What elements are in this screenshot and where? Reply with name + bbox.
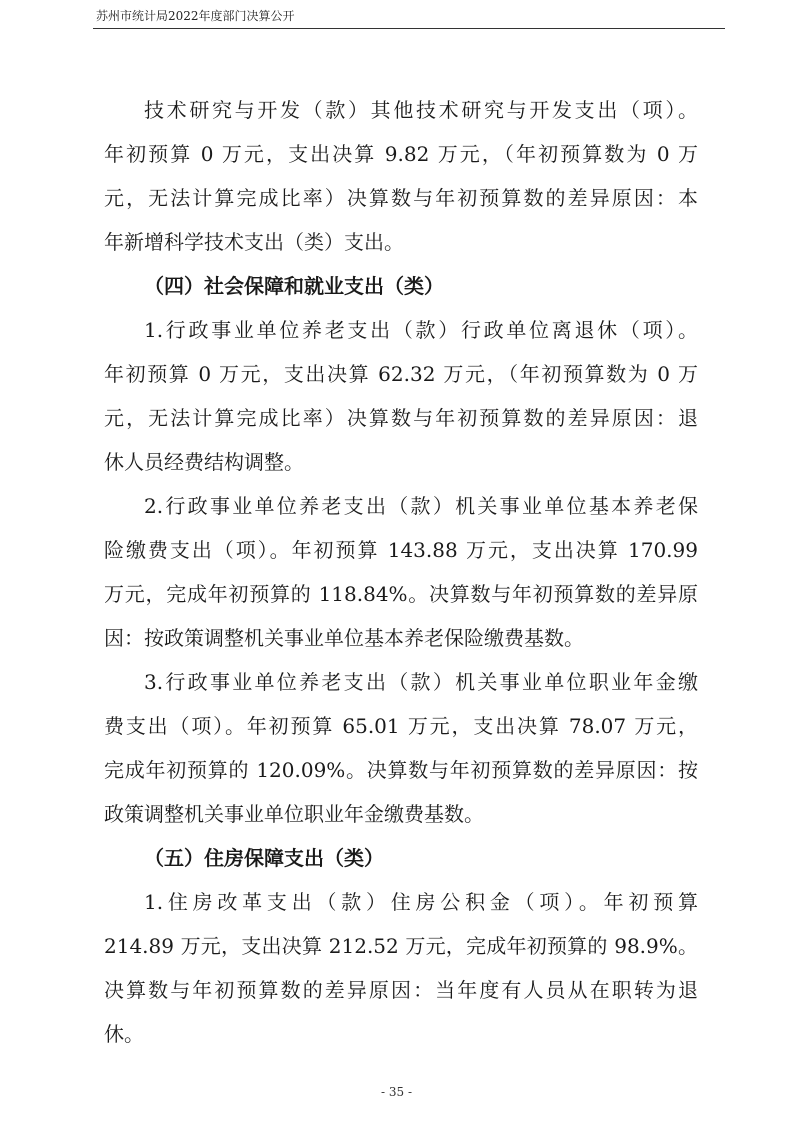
paragraph-line: 技术研究与开发（款）其他技术研究与开发支出（项）。 <box>144 98 698 122</box>
section-heading-housing: （五）住房保障支出（类） <box>144 846 384 870</box>
header-divider <box>93 28 725 29</box>
paragraph-line: 元，无法计算完成比率）决算数与年初预算数的差异原因：本 <box>104 186 698 210</box>
paragraph-line: 政策调整机关事业单位职业年金缴费基数。 <box>104 802 484 826</box>
paragraph-line: 3.行政事业单位养老支出（款）机关事业单位职业年金缴 <box>144 670 698 694</box>
paragraph-occupational-annuity <box>104 660 698 836</box>
paragraph-retirement <box>104 308 698 484</box>
page-header-title: 苏州市统计局2022年度部门决算公开 <box>96 9 295 23</box>
paragraph-line: 休。 <box>104 1022 144 1046</box>
document-body <box>104 88 698 1056</box>
paragraph-line: 年新增科学技术支出（类）支出。 <box>104 230 404 254</box>
paragraph-line: 因：按政策调整机关事业单位基本养老保险缴费基数。 <box>104 626 584 650</box>
section-heading-social-security: （四）社会保障和就业支出（类） <box>144 274 444 298</box>
paragraph-line: 完成年初预算的 120.09%。决算数与年初预算数的差异原因：按 <box>104 758 698 782</box>
paragraph-line: 1.行政事业单位养老支出（款）行政单位离退休（项）。 <box>144 318 698 342</box>
page-number: - 35 - <box>380 1085 412 1099</box>
paragraph-line: 万元，完成年初预算的 118.84%。决算数与年初预算数的差异原 <box>104 582 698 606</box>
paragraph-pension-insurance <box>104 484 698 660</box>
paragraph-line: 年初预算 0 万元，支出决算 9.82 万元，（年初预算数为 0 万 <box>104 142 698 166</box>
paragraph-housing-fund <box>104 880 698 1056</box>
paragraph-line: 年初预算 0 万元，支出决算 62.32 万元，（年初预算数为 0 万 <box>104 362 698 386</box>
paragraph-line: 元，无法计算完成比率）决算数与年初预算数的差异原因：退 <box>104 406 698 430</box>
paragraph-line: 险缴费支出（项）。年初预算 143.88 万元，支出决算 170.99 <box>104 538 698 562</box>
paragraph-line: 1.住房改革支出（款）住房公积金（项）。年初预算 <box>144 890 698 914</box>
paragraph-line: 决算数与年初预算数的差异原因：当年度有人员从在职转为退 <box>104 978 698 1002</box>
paragraph-line: 214.89 万元，支出决算 212.52 万元，完成年初预算的 98.9%。 <box>104 934 698 958</box>
paragraph-tech-research <box>104 88 698 264</box>
paragraph-line: 休人员经费结构调整。 <box>104 450 304 474</box>
paragraph-line: 2.行政事业单位养老支出（款）机关事业单位基本养老保 <box>144 494 698 518</box>
paragraph-line: 费支出（项）。年初预算 65.01 万元，支出决算 78.07 万元， <box>104 714 698 738</box>
